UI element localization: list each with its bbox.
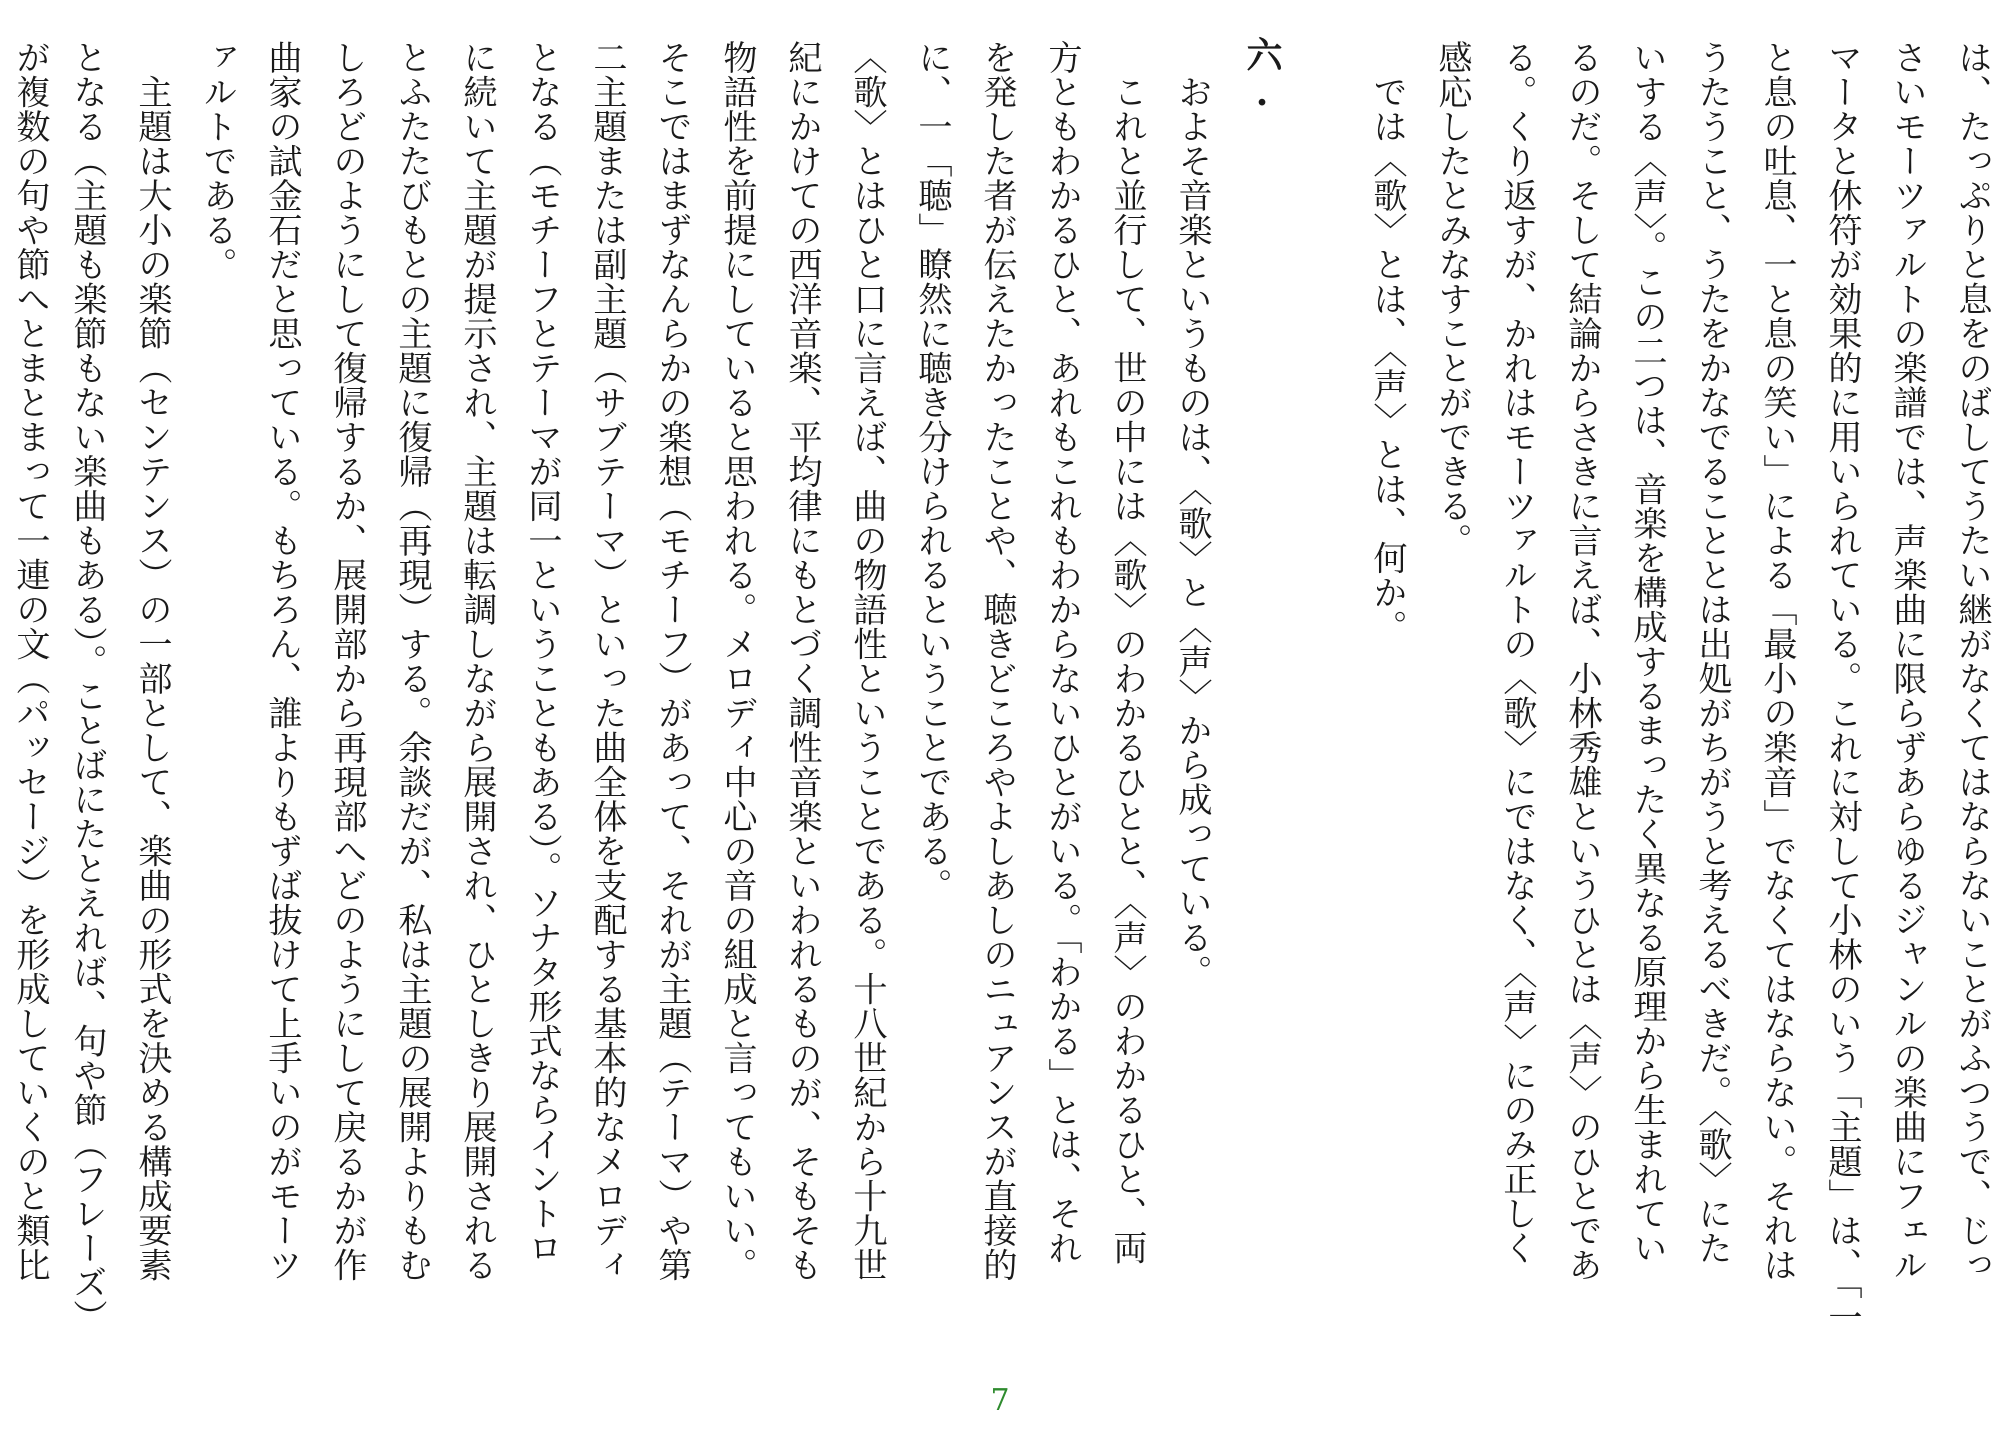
text-column: とふたたびもとの主題に復帰（再現）する。余談だが、私は主題の展開よりもむ: [392, 40, 432, 1282]
text-column: では〈歌〉とは、〈声〉とは、何か。: [1367, 40, 1407, 644]
text-column: に、一「聴」瞭然に聴き分けられるということである。: [912, 40, 952, 903]
text-column: る。くり返すが、かれはモーツァルトの〈歌〉にではなく、〈声〉にのみ正しく: [1497, 40, 1537, 1265]
text-column: これと並行して、世の中には〈歌〉のわかるひとと、〈声〉のわかるひと、両: [1107, 40, 1147, 1265]
text-column: るのだ。そして結論からさきに言えば、小林秀雄というひとは〈声〉のひとであ: [1562, 40, 1602, 1282]
text-column: が複数の句や節へとまとまって一連の文（パッセージ）を形成していくのと類比: [10, 40, 50, 1282]
section-heading: 六.: [1241, 36, 1283, 114]
text-column: 物語性を前提にしていると思われる。メロディ中心の音の組成と言ってもいい。: [717, 40, 757, 1282]
text-column: 〈歌〉とはひと口に言えば、曲の物語性ということである。十八世紀から十九世: [847, 40, 887, 1282]
text-column: 方ともわかるひと、あれもこれもわからないひとがいる。「わかる」とは、それ: [1042, 40, 1082, 1265]
text-column: さいモーツァルトの楽譜では、声楽曲に限らずあらゆるジャンルの楽曲にフェル: [1887, 40, 1927, 1282]
text-column: しろどのようにして復帰するか、展開部から再現部へどのようにして戻るかが作: [327, 40, 367, 1282]
text-column: ァルトである。: [197, 40, 237, 282]
text-column: およそ音楽というものは、〈歌〉と〈声〉から成っている。: [1172, 40, 1212, 989]
text-column: マータと休符が効果的に用いられている。これに対して小林のいう「主題」は、「一: [1822, 40, 1862, 1334]
text-column: は、たっぷりと息をのばしてうたい継がなくてはならないことがふつうで、じっ: [1952, 40, 1992, 1282]
text-column: 感応したとみなすことができる。: [1432, 40, 1472, 558]
text-column: と息の吐息、一と息の笑い」による「最小の楽音」でなくてはならない。それは: [1757, 40, 1797, 1282]
text-column: 紀にかけての西洋音楽、平均律にもとづく調性音楽といわれるものが、そもそも: [782, 40, 822, 1282]
text-column: 二主題または副主題（サブテーマ）といった曲全体を支配する基本的なメロディ: [587, 40, 627, 1282]
page-number: 7: [990, 1383, 1010, 1418]
text-column: となる（主題も楽節もない楽曲もある）。ことばにたとえれば、句や節（フレーズ）: [67, 40, 107, 1334]
text-column: いする〈声〉。この二つは、音楽を構成するまったく異なる原理から生まれてい: [1627, 40, 1667, 1265]
text-column: を発した者が伝えたかったことや、聴きどころやよしあしのニュアンスが直接的: [977, 40, 1017, 1282]
text-column: に続いて主題が提示され、主題は転調しながら展開され、ひとしきり展開される: [457, 40, 497, 1282]
text-column: 曲家の試金石だと思っている。もちろん、誰よりもずば抜けて上手いのがモーツ: [262, 40, 302, 1282]
text-column: うたうこと、うたをかなでることとは出処がちがうと考えるべきだ。〈歌〉にた: [1692, 40, 1732, 1265]
text-column: となる（モチーフとテーマが同一ということもある）。ソナタ形式ならイントロ: [522, 40, 562, 1265]
text-column: 主題は大小の楽節（センテンス）の一部として、楽曲の形式を決める構成要素: [132, 40, 172, 1282]
text-column: そこではまずなんらかの楽想（モチーフ）があって、それが主題（テーマ）や第: [652, 40, 692, 1282]
